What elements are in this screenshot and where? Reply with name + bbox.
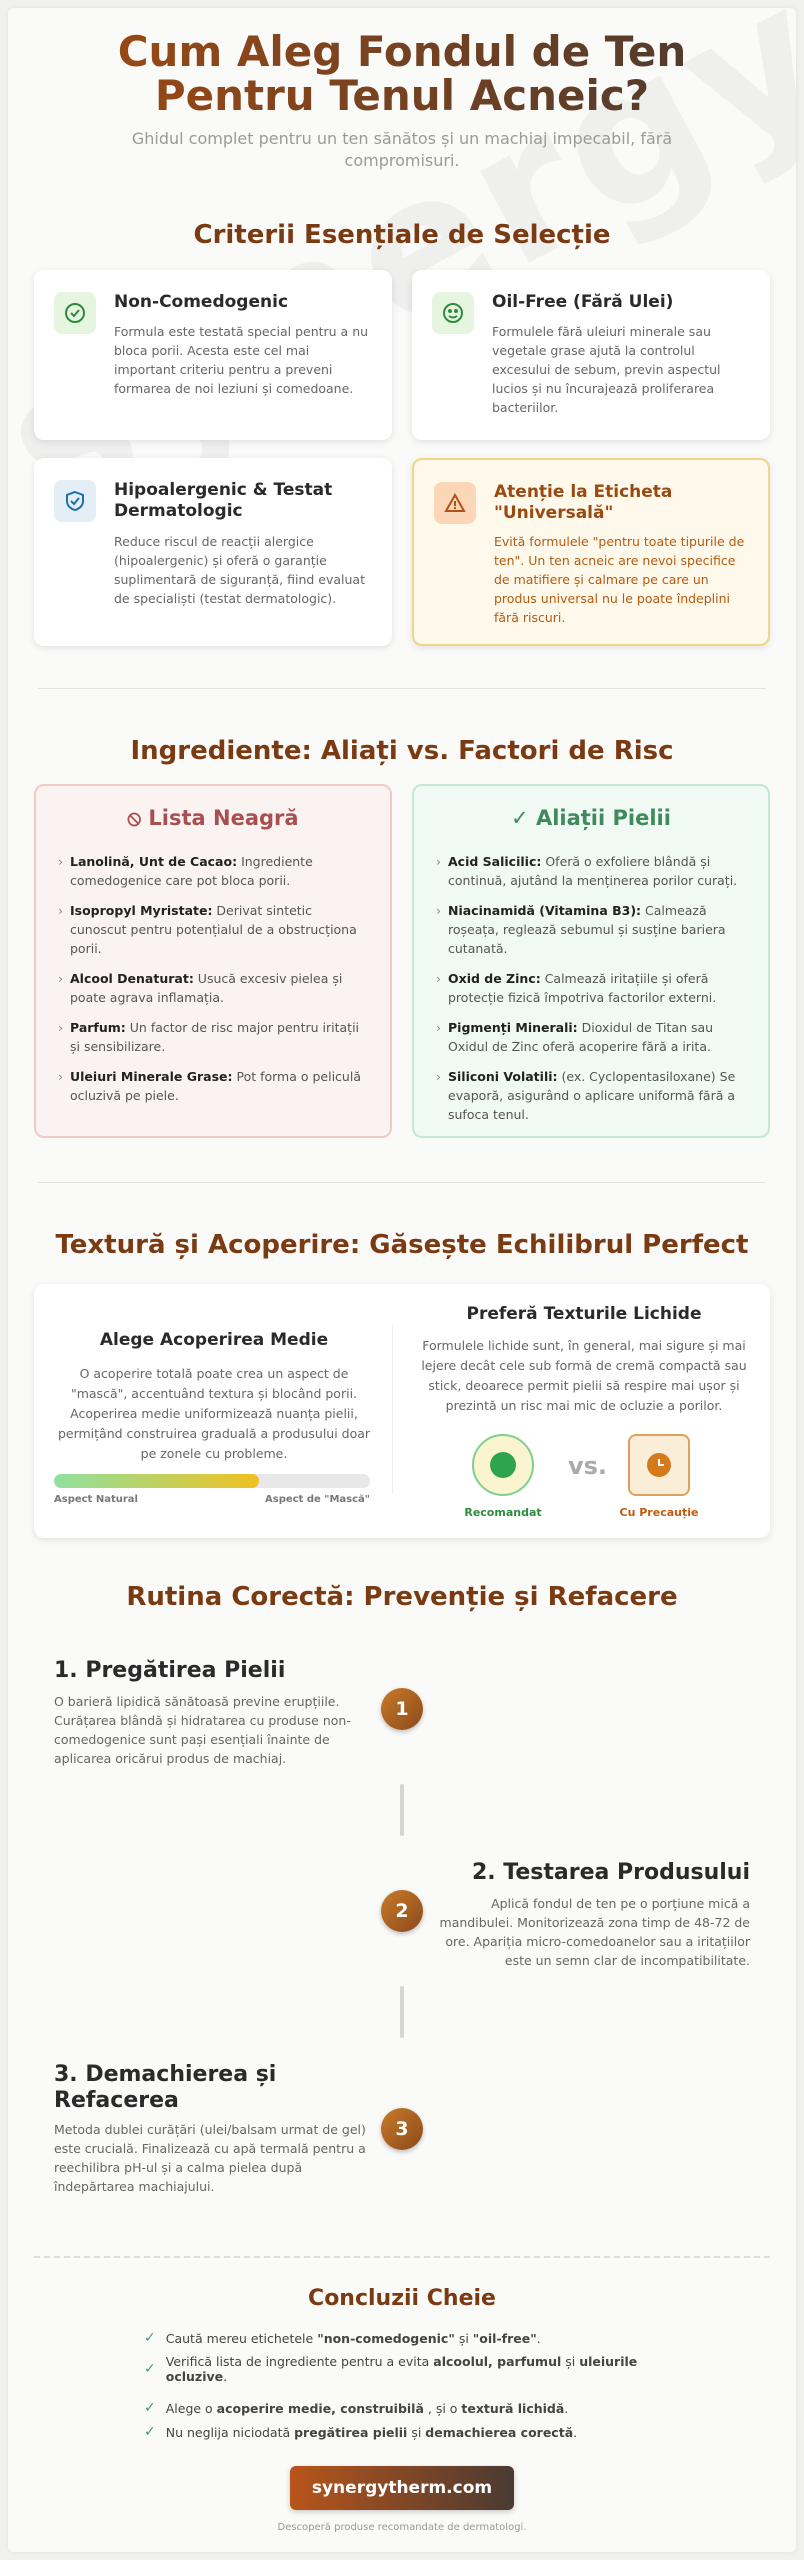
allies-heading: ✓ Aliații Pielii (511, 806, 671, 830)
allies-panel (412, 784, 770, 1138)
check-circle-icon (54, 292, 96, 334)
recommended-label: Recomandat (464, 1506, 542, 1519)
liquid-drop-icon (472, 1434, 534, 1496)
texture-divider (392, 1324, 393, 1494)
vs-label: vs. (568, 1452, 608, 1480)
criteria-card-noncomedogenic (34, 270, 392, 440)
criteria-card-desc: Formula este testată special pentru a nu bloca porii. Acesta este cel mai important criteriu pentru a preveni formarea de noi leziuni și comedoane. (114, 324, 369, 396)
liquid-title: Preferă Texturile Lichide (466, 1304, 702, 1324)
criteria-card-hypoallergenic (34, 458, 392, 646)
oil-drop-icon (432, 292, 474, 334)
coverage-bar (54, 1474, 370, 1488)
list-item: ✓ Verifică lista de ingrediente pentru a evita alcoolul, parfumul și uleiurile ocluzive. (144, 2354, 638, 2384)
list-item: › Parfum: Un factor de risc major pentru iritații și sensibilizare. (58, 1018, 372, 1056)
criteria-card-oilfree (412, 270, 770, 440)
criteria-card-desc: Evită formulele "pentru toate tipurile de ten". Un ten acneic are nevoi specifice de matifiere și calmare pe care un produs universal nu le poate îndeplini fără riscuri. (494, 534, 745, 625)
step-connector (400, 1784, 404, 1836)
section-divider (38, 688, 766, 689)
check-icon: ✓ (144, 2330, 156, 2346)
criteria-card-desc: Formulele fără uleiuri minerale sau vegetale grase ajută la controlul excesului de sebum, previn aspectul lucios și nu încurajează proliferarea bacteriilor. (492, 324, 721, 415)
check-icon: ✓ (144, 2400, 156, 2416)
section-divider (34, 2256, 770, 2258)
criteria-card-title: Non-Comedogenic (114, 292, 289, 312)
coverage-bar-fill (54, 1474, 259, 1488)
check-icon: ✓ (144, 2424, 156, 2440)
list-item: › Lanolină, Unt de Cacao: Ingrediente comedogenice care pot bloca porii. (58, 852, 372, 890)
coverage-label-right: Aspect de "Mască" (265, 1494, 370, 1505)
criteria-card-title: Oil-Free (Fără Ulei) (492, 292, 674, 312)
infographic-page (8, 8, 796, 2552)
warning-icon (434, 482, 476, 524)
step-number: 2 (381, 1890, 423, 1932)
criteria-card-desc: Reduce riscul de reacții alergice (hipoalergenic) și oferă o garanție suplimentară de siguranță, fiind evaluat de specialiști (testat dermatologic). (114, 534, 365, 606)
list-item: ✓ Nu neglija niciodată pregătirea pielii și demachierea corectă. (144, 2424, 578, 2440)
blacklist-panel (34, 784, 392, 1138)
compact-clock-icon (628, 1434, 690, 1496)
list-item: › Siliconi Volatili: (ex. Cyclopentasiloxane) Se evaporă, asigurând o aplicare uniformă fără a sufoca tenul. (436, 1067, 750, 1124)
step-connector (400, 1986, 404, 2038)
criteria-card-title: Atenție la Eticheta "Universală" (494, 482, 673, 523)
conclusions-title: Concluzii Cheie (308, 2286, 496, 2311)
step-number: 1 (381, 1688, 423, 1730)
texture-title: Textură și Acoperire: Găsește Echilibrul Perfect (55, 1230, 749, 1260)
step-title: 3. Demachierea și Refacerea (54, 2062, 277, 2113)
blacklist-heading: ⦸ Lista Neagră (127, 806, 299, 830)
liquid-desc: Formulele lichide sunt, în general, mai sigure și mai lejere decât cele sub formă de cremă compactă sau stick, deoarece permit pielii să respire mai ușor și prezintă un risc mai mic de ocluzie a porilor. (421, 1338, 747, 1413)
allies-list (436, 852, 750, 1135)
list-item: › Pigmenți Minerali: Dioxidul de Titan sau Oxidul de Zinc oferă acoperire fără a irita. (436, 1018, 750, 1056)
ban-icon: ⦸ (127, 806, 142, 830)
list-item: ✓ Alege o acoperire medie, construibilă , și o textură lichidă. (144, 2400, 569, 2416)
step-desc: Aplică fondul de ten pe o porțiune mică a mandibulei. Monitorizează zona timp de 48-72 de ore. Apariția micro-comedoanelor sau a iritațiilor este un semn clar de incompatibilitate. (439, 1896, 750, 1968)
coverage-title: Alege Acoperirea Medie (99, 1330, 329, 1350)
list-item: › Niacinamidă (Vitamina B3): Calmează roșeața, reglează sebumul și susține bariera cutanată. (436, 901, 750, 958)
step-desc: O barieră lipidică sănătoasă previne erupțiile. Curățarea blândă și hidratarea cu produse non-comedogenice sunt pași esențiali înainte de aplicarea oricărui produs de machiaj. (54, 1694, 351, 1766)
blacklist-list (58, 852, 372, 1116)
coverage-label-left: Aspect Natural (54, 1494, 138, 1505)
list-item: › Alcool Denaturat: Usucă excesiv pielea și poate agrava inflamația. (58, 969, 372, 1007)
list-item: ✓ Caută mereu etichetele "non-comedogenic" și "oil-free". (144, 2330, 541, 2346)
criteria-card-title: Hipoalergenic & Testat Dermatologic (114, 480, 333, 521)
step-desc: Metoda dublei curățări (ulei/balsam urmat de gel) este crucială. Finalizează cu apă termală pentru a reechilibra pH-ul și a calma pielea după îndepărtarea machiajului. (54, 2122, 366, 2194)
check-circle-icon: ✓ (511, 806, 529, 830)
section-divider (38, 1182, 766, 1183)
criteria-card-universal-warning (412, 458, 770, 646)
footnote: Descoperă produse recomandate de dermatologi. (277, 2522, 527, 2533)
step-title: 2. Testarea Produsului (471, 1860, 750, 1885)
list-item: › Isopropyl Myristate: Derivat sintetic cunoscut pentru potențialul de a obstrucționa porii. (58, 901, 372, 958)
page-title: Cum Aleg Fondul de Ten Pentru Tenul Acneic? (48, 30, 756, 118)
coverage-desc: O acoperire totală poate crea un aspect de "mască", accentuând textura și blocând porii. Acoperirea medie uniformizează nuanța pielii, permițând construirea graduală a produsului doar pe zonele cu probleme. (57, 1366, 371, 1461)
check-icon: ✓ (144, 2361, 156, 2377)
step-number: 3 (381, 2108, 423, 2150)
list-item: › Acid Salicilic: Oferă o exfoliere blândă și continuă, ajutând la menținerea porilor curați. (436, 852, 750, 890)
ingredients-title: Ingrediente: Aliați vs. Factori de Risc (130, 736, 674, 766)
shield-check-icon (54, 480, 96, 522)
list-item: › Uleiuri Minerale Grase: Pot forma o peliculă ocluzivă pe piele. (58, 1067, 372, 1105)
caution-label: Cu Precauție (619, 1506, 699, 1519)
step-title: 1. Pregătirea Pielii (54, 1658, 286, 1683)
routine-title: Rutina Corectă: Prevenție și Refacere (126, 1582, 678, 1612)
list-item: › Oxid de Zinc: Calmează iritațiile și oferă protecție fizică împotriva factorilor externi. (436, 969, 750, 1007)
cta-button[interactable]: synergytherm.com (290, 2466, 514, 2510)
criteria-title: Criterii Esențiale de Selecție (193, 220, 611, 250)
texture-card (34, 1284, 770, 1538)
page-subtitle: Ghidul complet pentru un ten sănătos și un machiaj impecabil, fără compromisuri. (131, 129, 673, 170)
